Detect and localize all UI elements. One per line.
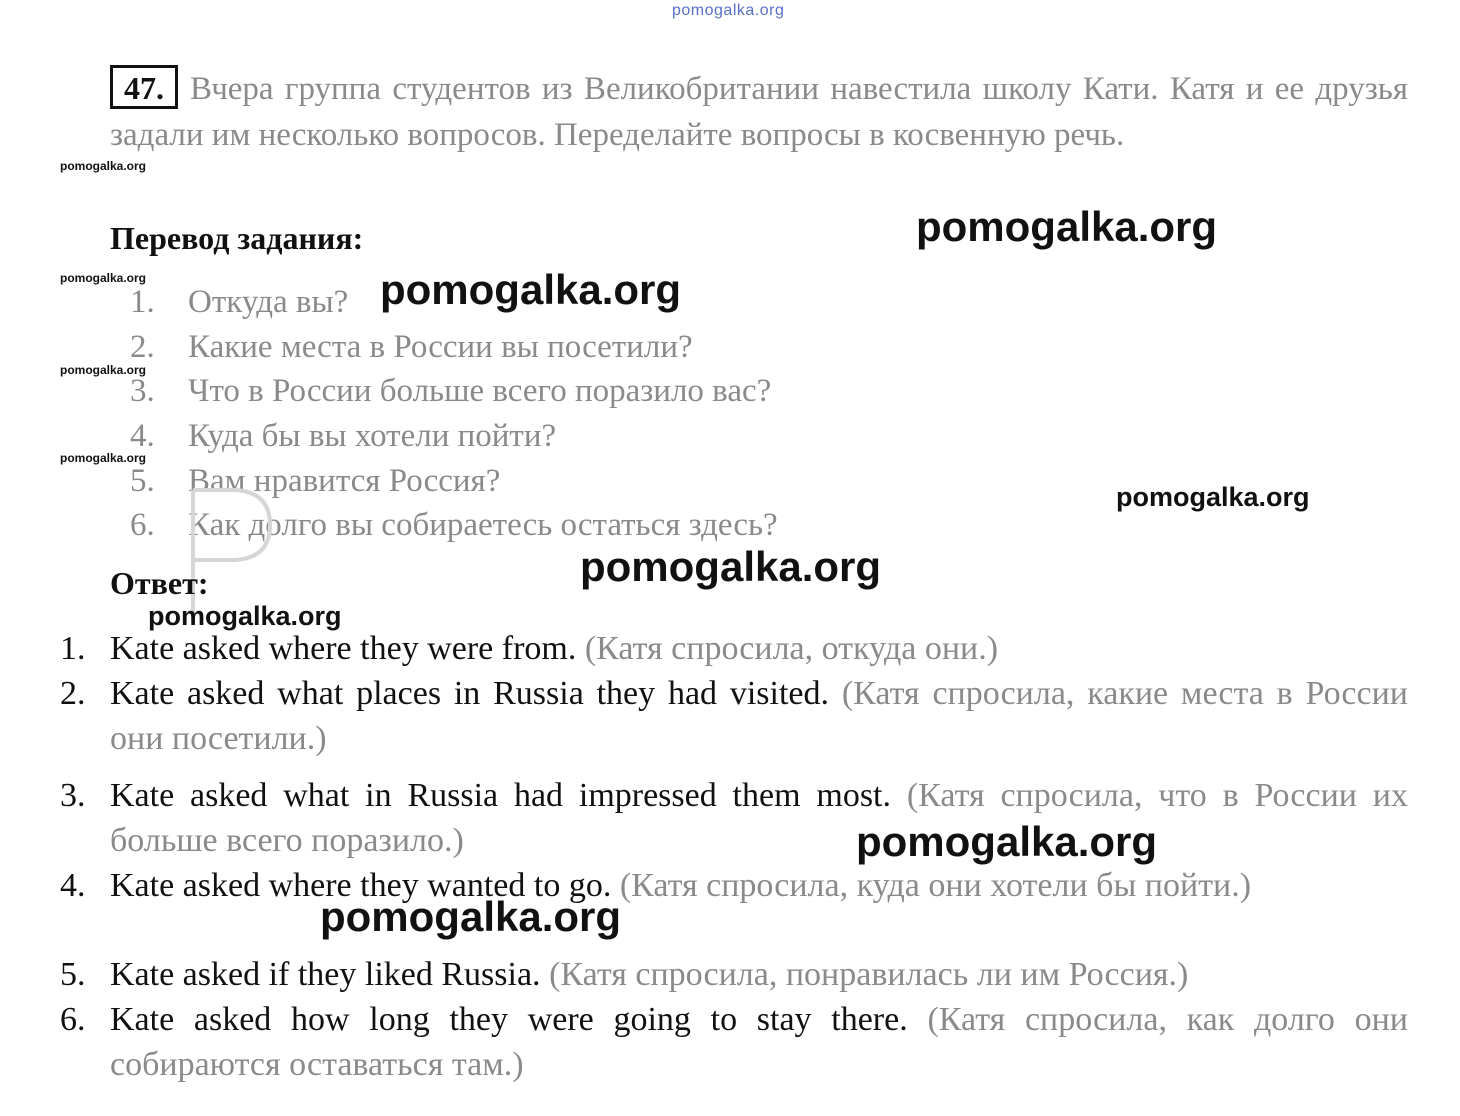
watermark: pomogalka.org bbox=[148, 601, 342, 631]
answer-russian: (Катя спросила, куда они хотели бы пойти.) bbox=[619, 867, 1252, 904]
translation-heading: Перевод задания: bbox=[110, 220, 364, 256]
answer-russian: (Катя спросила, какие места в России они посетили.) bbox=[110, 675, 1408, 757]
answer-russian: (Катя спросила, откуда они.) bbox=[584, 630, 999, 667]
question-text: Что в России больше всего поразило вас? bbox=[188, 373, 772, 409]
watermark: pomogalka.org bbox=[380, 266, 682, 313]
question-item bbox=[130, 414, 556, 458]
answer-russian: (Катя спросила, понравилась ли им Россия.) bbox=[549, 956, 1189, 993]
answer-item bbox=[60, 626, 1408, 671]
watermark: pomogalka.org bbox=[580, 543, 882, 590]
question-number: 2. bbox=[130, 329, 155, 365]
answer-number: 5. bbox=[60, 956, 86, 993]
question-text: Куда бы вы хотели пойти? bbox=[188, 418, 557, 454]
question-item bbox=[130, 369, 771, 413]
answer-number: 3. bbox=[60, 777, 86, 814]
answer-english: Kate asked where they wanted to go. bbox=[110, 867, 612, 904]
question-text: Какие места в России вы посетили? bbox=[188, 329, 693, 365]
watermark: pomogalka.org bbox=[856, 818, 1158, 865]
answer-english: Kate asked where they were from. bbox=[110, 630, 577, 667]
question-number: 4. bbox=[130, 418, 155, 454]
watermark: pomogalka.org bbox=[320, 893, 622, 940]
question-number: 1. bbox=[130, 284, 155, 320]
top-watermark: pomogalka.org bbox=[672, 2, 785, 19]
watermark: pomogalka.org bbox=[60, 159, 147, 173]
question-item bbox=[130, 280, 348, 324]
answer-number: 4. bbox=[60, 867, 86, 904]
answer-item bbox=[60, 997, 1408, 1087]
question-item bbox=[130, 325, 693, 369]
answer-item bbox=[60, 952, 1408, 997]
answer-heading: Ответ: bbox=[110, 565, 209, 601]
answer-english: Kate asked what places in Russia they had visited. bbox=[110, 675, 830, 712]
answer-number: 1. bbox=[60, 630, 86, 667]
answer-english: Kate asked if they liked Russia. bbox=[110, 956, 541, 993]
watermark: pomogalka.org bbox=[916, 203, 1218, 250]
question-number: 3. bbox=[130, 373, 155, 409]
task-number: 47. bbox=[110, 65, 178, 109]
watermark: pomogalka.org bbox=[60, 363, 147, 377]
question-text: Вам нравится Россия? bbox=[188, 463, 501, 499]
question-number: 6. bbox=[130, 507, 155, 543]
task-statement: Вчера группа студентов из Великобритании навестила школу Кати. Катя и ее друзья задали им несколько вопросов. Переделайте вопросы в косвенную речь. bbox=[110, 71, 1408, 153]
watermark: pomogalka.org bbox=[60, 451, 147, 465]
question-text: Как долго вы собираетесь остаться здесь? bbox=[188, 507, 778, 543]
question-number: 5. bbox=[130, 463, 155, 499]
answer-russian: (Катя спросила, как долго они собираются оставаться там.) bbox=[110, 1001, 1408, 1083]
answer-english: Kate asked how long they were going to stay there. bbox=[110, 1001, 908, 1038]
answer-item bbox=[60, 773, 1408, 863]
answer-russian: (Катя спросила, что в России их больше всего поразило.) bbox=[110, 777, 1408, 859]
answer-number: 2. bbox=[60, 675, 86, 712]
watermark: pomogalka.org bbox=[1116, 482, 1310, 512]
question-text: Откуда вы? bbox=[188, 284, 349, 320]
answer-english: Kate asked what in Russia had impressed them most. bbox=[110, 777, 891, 814]
answer-item bbox=[60, 863, 1408, 908]
answer-number: 6. bbox=[60, 1001, 86, 1038]
answer-item bbox=[60, 671, 1408, 761]
watermark: pomogalka.org bbox=[60, 271, 147, 285]
